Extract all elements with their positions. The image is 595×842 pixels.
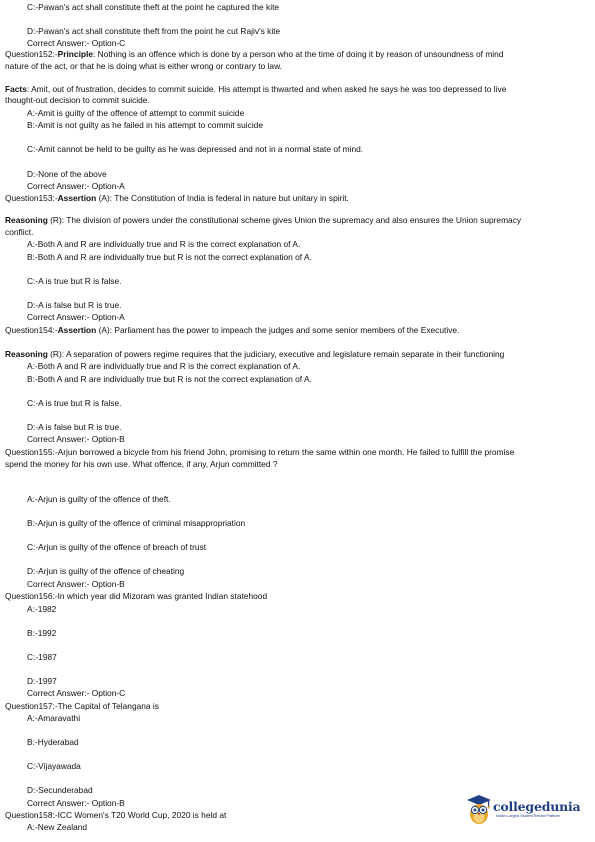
option-c: C:-Vijayawada <box>27 761 81 771</box>
question-number: Question152:- <box>5 49 58 59</box>
principle-label: Principle <box>57 49 93 59</box>
option-d: D:-A is false but R is true. <box>27 300 122 310</box>
option-d: D:-Arjun is guilty of the offence of cheating <box>27 566 185 576</box>
option-c: C:-1987 <box>27 652 57 662</box>
question-text: conflict. <box>5 227 34 237</box>
reasoning-label: Reasoning <box>5 215 48 225</box>
correct-answer: Correct Answer:- Option-C <box>27 38 126 48</box>
option-b: B:-1992 <box>27 628 57 638</box>
option-a: A:-Both A and R are individually true and R is the correct explanation of A. <box>27 361 301 371</box>
question-text: spend the money for his own use. What offence, if any, Arjun committed ? <box>5 459 278 469</box>
reasoning-text: (R): The division of powers under the constitutional scheme gives Union the supremacy and also ensures the Union supremacy <box>47 215 522 225</box>
correct-answer: Correct Answer:- Option-B <box>27 579 125 589</box>
option-c: C:-Amit cannot be held to be guilty as he was depressed and not in a normal state of mind. <box>27 144 364 154</box>
option-a: A:-Arjun is guilty of the offence of theft. <box>27 494 171 504</box>
option-c: C:-A is true but R is false. <box>27 276 122 286</box>
assertion-text: (A): Parliament has the power to impeach the judges and some senior members of the Executive. <box>96 325 460 335</box>
question-text: thought-out decision to commit suicide. <box>5 95 150 105</box>
option-b: B:-Arjun is guilty of the offence of criminal misappropriation <box>27 518 246 528</box>
reasoning-text: (R): A separation of powers regime requires that the judiciary, executive and legislature remain separate in their functioning <box>47 349 505 359</box>
question-text: Question157:-The Capital of Telangana is <box>5 701 159 711</box>
option-b: B:-Amit is not guilty as he failed in his attempt to commit suicide <box>27 120 263 130</box>
option-d: D:-Pawan's act shall constitute theft from the point he cut Rajiv's kite <box>27 26 281 36</box>
facts-line-1 <box>5 84 506 94</box>
assertion-label: Assertion <box>57 193 97 203</box>
question-number: Question154:- <box>5 325 58 335</box>
correct-answer: Correct Answer:- Option-A <box>27 181 125 191</box>
correct-answer: Correct Answer:- Option-B <box>27 434 125 444</box>
question-number: Question153:- <box>5 193 58 203</box>
question-153-line-1 <box>5 193 349 203</box>
facts-text: : Amit, out of frustration, decides to commit suicide. His attempt is thwarted and when asked he says he was too depressed to live <box>26 84 507 94</box>
option-a: A:-New Zealand <box>27 822 88 832</box>
reasoning-line-1 <box>5 215 521 225</box>
correct-answer: Correct Answer:- Option-C <box>27 688 126 698</box>
option-d: D:-A is false but R is true. <box>27 422 122 432</box>
option-c: C:-Pawan's act shall constitute theft at the point he captured the kite <box>27 2 280 12</box>
option-d: D:-None of the above <box>27 169 107 179</box>
option-b: B:-Both A and R are individually true but R is not the correct explanation of A. <box>27 252 312 262</box>
question-text: Question158:-ICC Women's T20 World Cup, 2020 is held at <box>5 810 227 820</box>
assertion-text: (A): The Constitution of India is federal in nature but unitary in spirit. <box>96 193 349 203</box>
option-a: A:-Amit is guilty of the offence of attempt to commit suicide <box>27 108 245 118</box>
logo-wordmark: collegedunia <box>493 799 581 814</box>
reasoning-label: Reasoning <box>5 349 48 359</box>
option-a: A:-1982 <box>27 604 57 614</box>
question-152-line-1 <box>5 49 503 59</box>
option-c: C:-A is true but R is false. <box>27 398 122 408</box>
facts-label: Facts <box>5 84 27 94</box>
question-154-line-1 <box>5 325 459 335</box>
question-text: Question155:-Arjun borrowed a bicycle from his friend John, promising to return the same within one month. He failed to fulfill the promise <box>5 447 515 457</box>
option-d: D:-1997 <box>27 676 57 686</box>
assertion-label: Assertion <box>57 325 97 335</box>
correct-answer: Correct Answer:- Option-B <box>27 798 125 808</box>
option-a: A:-Both A and R are individually true and R is the correct explanation of A. <box>27 239 301 249</box>
logo-tagline: India's Largest Student Review Platform <box>496 814 560 818</box>
option-b: B:-Both A and R are individually true but R is not the correct explanation of A. <box>27 374 312 384</box>
option-b: B:-Hyderabad <box>27 737 79 747</box>
reasoning-line-1 <box>5 349 504 359</box>
question-text: Question156:-In which year did Mizoram was granted Indian statehood <box>5 591 268 601</box>
option-a: A:-Amaravathi <box>27 713 81 723</box>
owl-graduate-icon <box>466 795 492 825</box>
option-d: D:-Secunderabad <box>27 785 93 795</box>
collegedunia-logo <box>466 795 595 825</box>
question-text: nature of the act, or that he is doing what is either wrong or contrary to law. <box>5 61 282 71</box>
option-c: C:-Arjun is guilty of the offence of breach of trust <box>27 542 207 552</box>
correct-answer: Correct Answer:- Option-A <box>27 312 125 322</box>
principle-text: : Nothing is an offence which is done by a person who at the time of doing it by reason of unsoundness of mind <box>93 49 504 59</box>
